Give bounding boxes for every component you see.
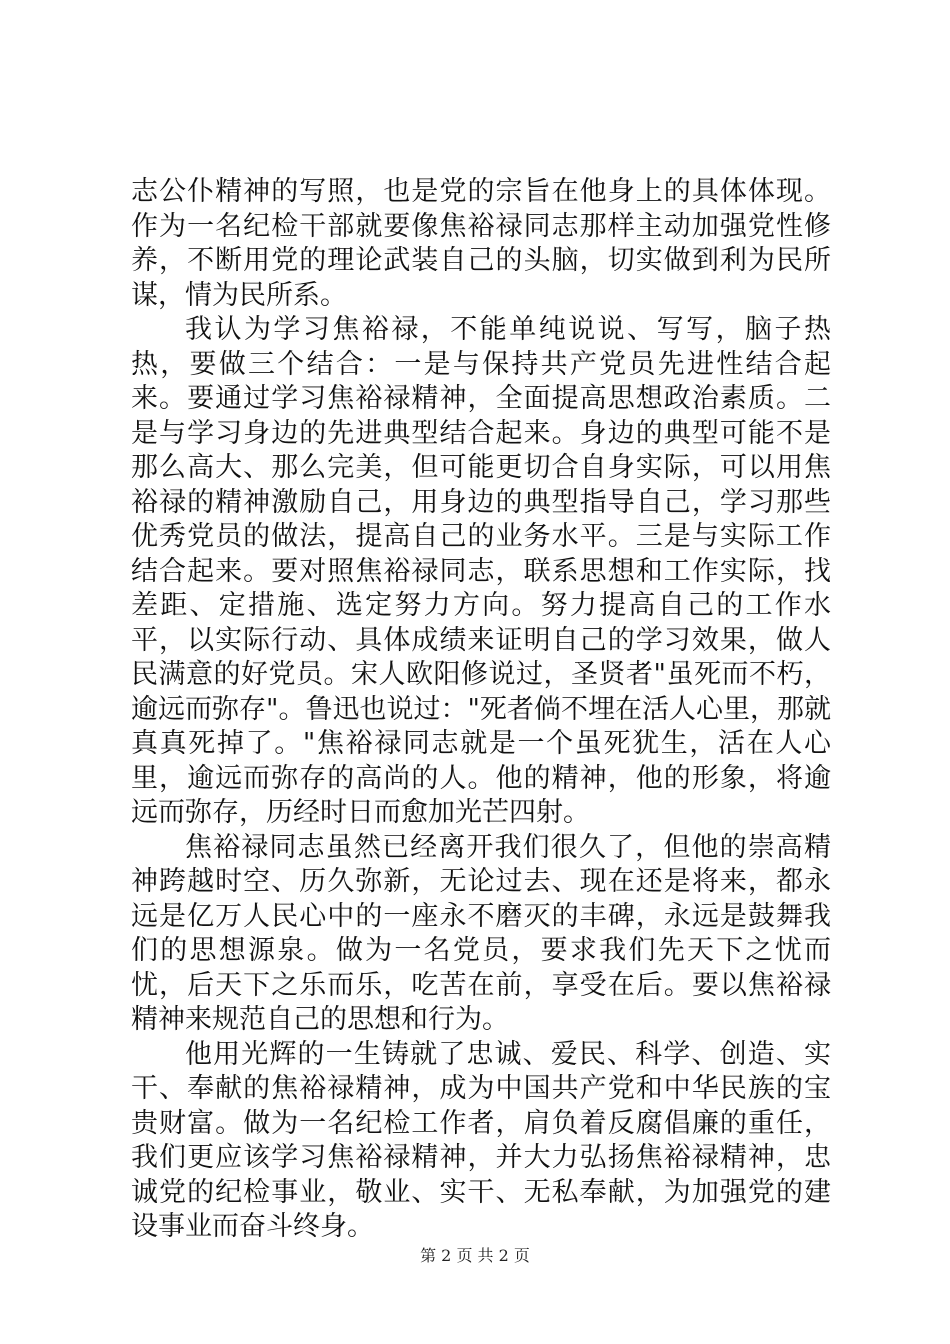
paragraph-4: 他用光辉的一生铸就了忠诚、爱民、科学、创造、实干、奉献的焦裕禄精神，成为中国共产党和中华民族的宝贵财富。做为一名纪检工作者，肩负着反腐倡廉的重任，我们更应该学习焦裕禄精神，并大力弘扬焦裕禄精神，忠诚党的纪检事业，敬业、实干、无私奉献，为加强党的建设事业而奋斗终身。: [131, 1038, 831, 1242]
paragraph-2: 我认为学习焦裕禄，不能单纯说说、写写，脑子热热，要做三个结合：一是与保持共产党员先进性结合起来。要通过学习焦裕禄精神，全面提高思想政治素质。二是与学习身边的先进典型结合起来。身边的典型可能不是那么高大、那么完美，但可能更切合自身实际，可以用焦裕禄的精神激励自己，用身边的典型指导自己，学习那些优秀党员的做法，提高自己的业务水平。三是与实际工作结合起来。要对照焦裕禄同志，联系思想和工作实际，找差距、定措施、选定努力方向。努力提高自己的工作水平，以实际行动、具体成绩来证明自己的学习效果，做人民满意的好党员。宋人欧阳修说过，圣贤者"虽死而不朽，逾远而弥存"。鲁迅也说过："死者倘不埋在活人心里，那就真真死掉了。"焦裕禄同志就是一个虽死犹生，活在人心里，逾远而弥存的高尚的人。他的精神，他的形象，将逾远而弥存，历经时日而愈加光芒四射。: [131, 314, 831, 828]
page-number-footer: 第 2 页 共 2 页: [420, 1246, 530, 1265]
paragraph-3: 焦裕禄同志虽然已经离开我们很久了，但他的崇高精神跨越时空、历久弥新，无论过去、现在还是将来，都永远是亿万人民心中的一座永不磨灭的丰碑，永远是鼓舞我们的思想源泉。做为一名党员，要求我们先天下之忧而忧，后天下之乐而乐，吃苦在前，享受在后。要以焦裕禄精神来规范自己的思想和行为。: [131, 831, 831, 1035]
document-body: [131, 175, 831, 1245]
paragraph-1: 志公仆精神的写照，也是党的宗旨在他身上的具体体现。作为一名纪检干部就要像焦裕禄同志那样主动加强党性修养，不断用党的理论武装自己的头脑，切实做到利为民所谋，情为民所系。: [131, 176, 831, 311]
